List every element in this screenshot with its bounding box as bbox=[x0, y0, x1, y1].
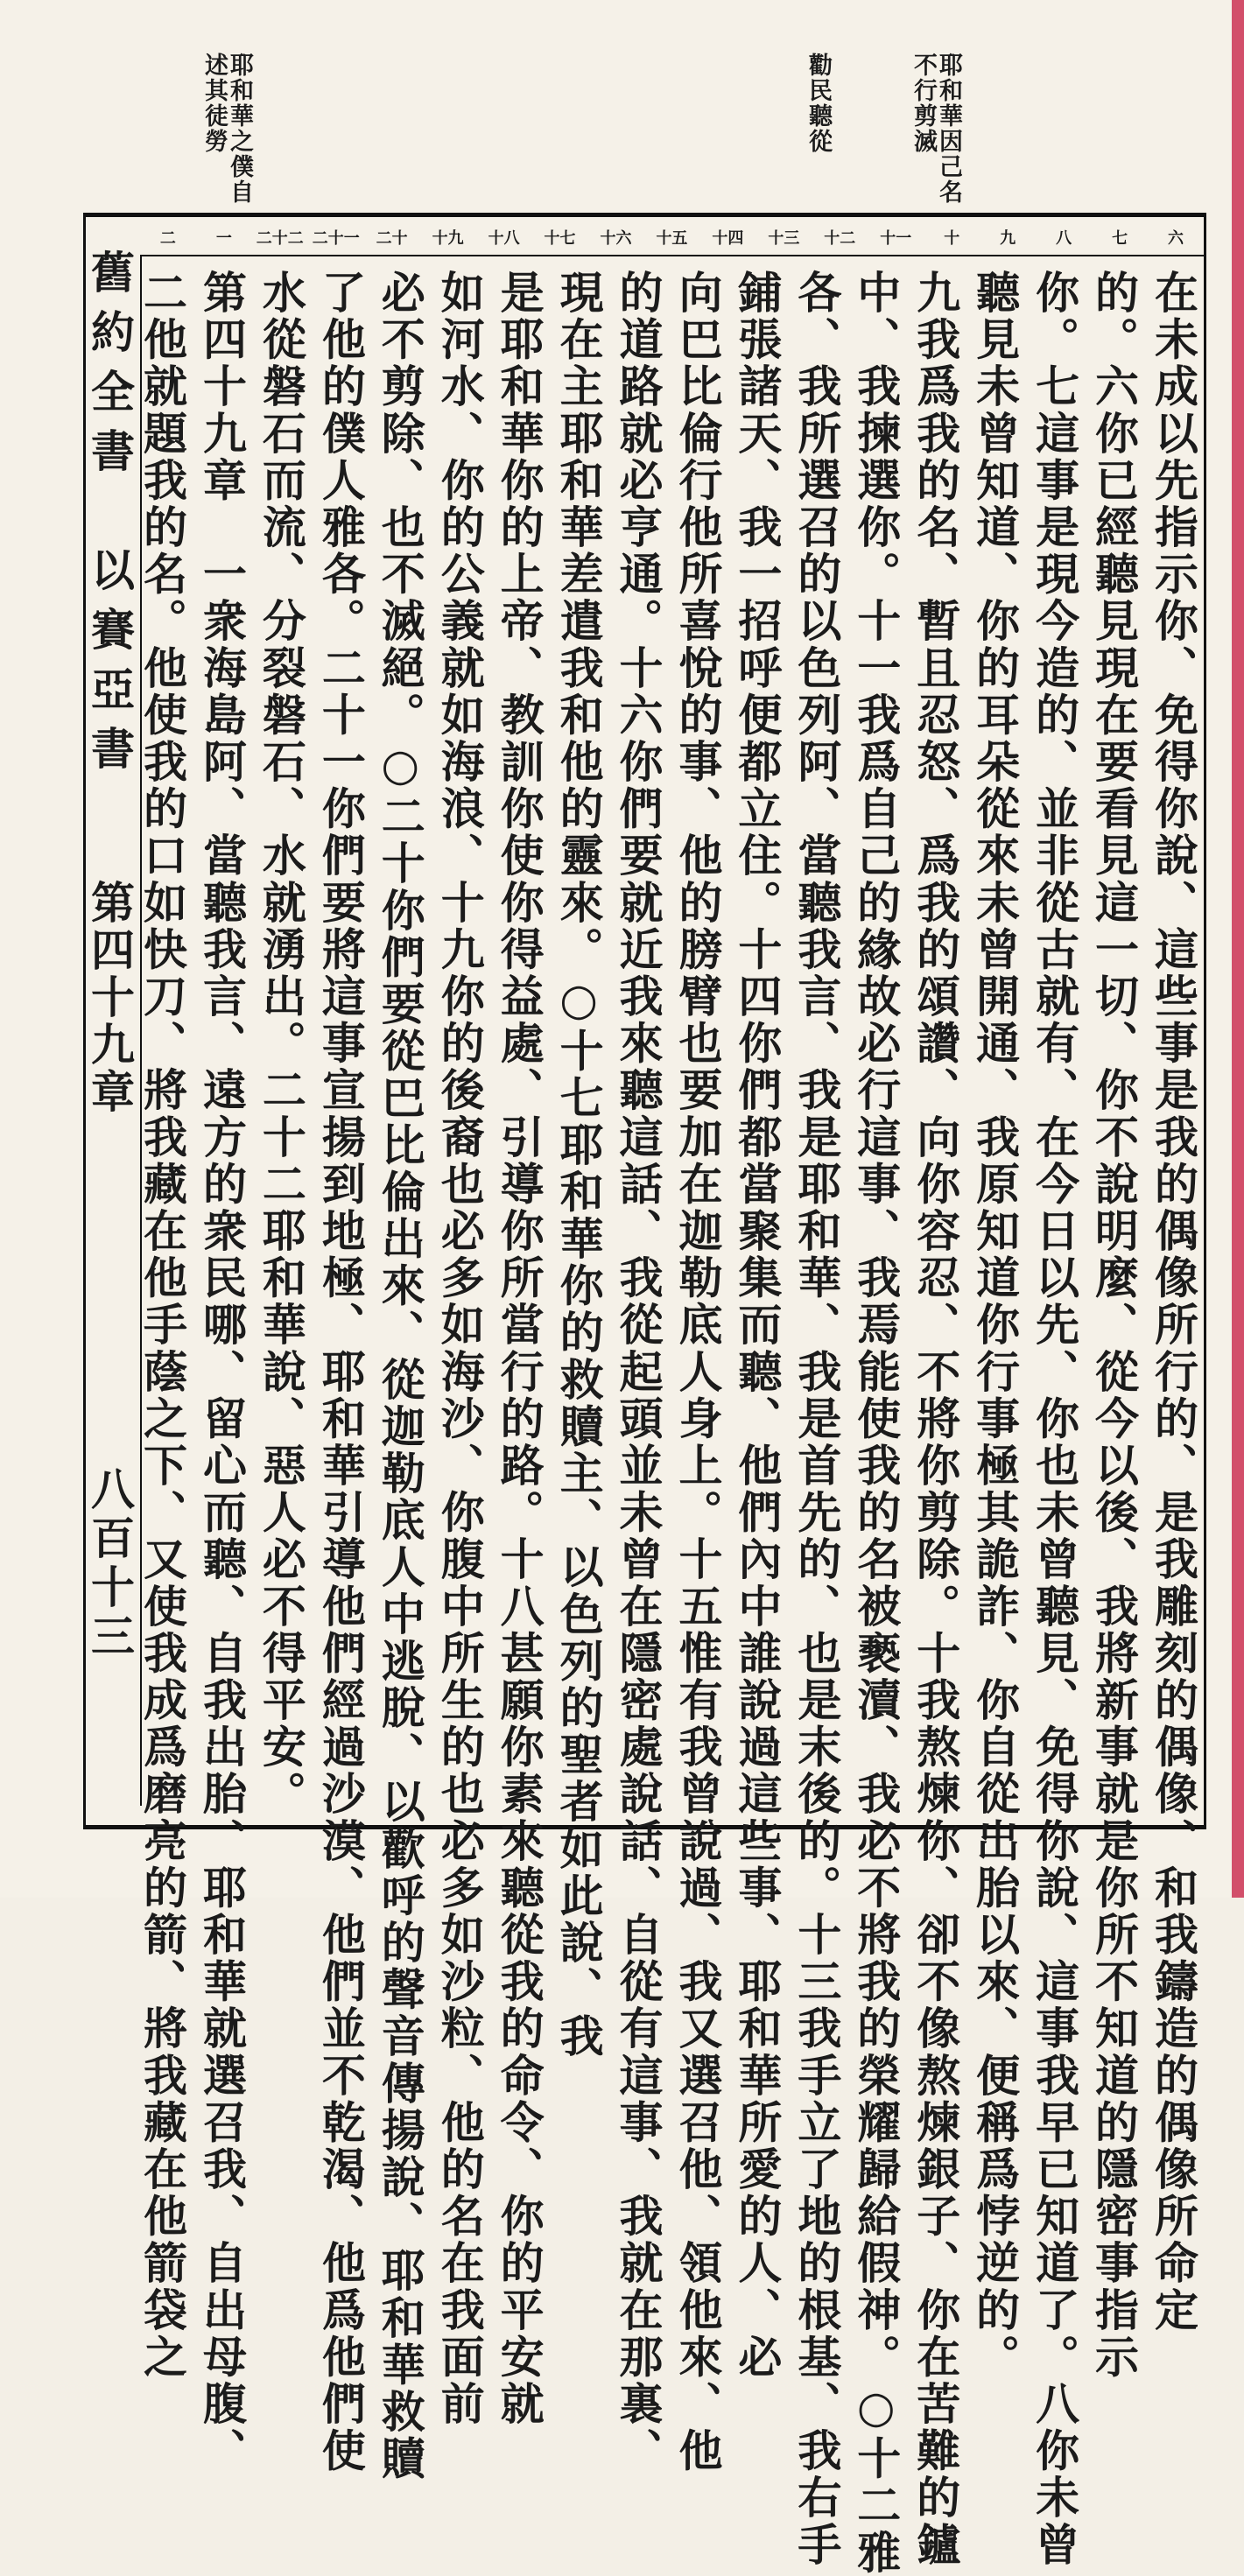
verse-number: 九 bbox=[1000, 229, 1016, 248]
verse-number: 一 bbox=[215, 229, 232, 248]
verse-number: 七 bbox=[1112, 229, 1128, 248]
text-column: 向巴比倫行他所喜悅的事、他的膀臂也要加在迦勒底人身上。十五惟有我曾說過、我又選召他、領他來、他 bbox=[671, 270, 724, 2475]
verse-number: 十三 bbox=[768, 229, 800, 248]
verse-number: 二十 bbox=[376, 229, 408, 248]
verse-number: 十四 bbox=[712, 229, 744, 248]
margin-note: 勸民聽從 bbox=[805, 53, 832, 154]
verse-number: 十九 bbox=[432, 229, 464, 248]
verse-number: 六 bbox=[1168, 229, 1184, 248]
text-frame bbox=[83, 213, 1206, 2576]
verse-number: 十 bbox=[944, 229, 960, 248]
text-column: 如河水、你的公義就如海浪、十九你的後裔也必多如海沙、你腹中所生的也必多如沙粒、他的名在我面前 bbox=[433, 270, 486, 2428]
text-column: 第四十九章 一衆海島阿、當聽我言、遠方的衆民哪、留心而聽、自我出胎、耶和華就選召我、自出母腹、 bbox=[195, 270, 248, 2475]
text-column: 中、我揀選你。十一我爲自己的緣故必行這事、我焉能使我的名被褻瀆、我必不將我的榮耀歸給假神。○十二雅 bbox=[850, 270, 903, 2576]
verse-number: 八 bbox=[1056, 229, 1072, 248]
text-column: 二他就題我的名。他使我的口如快刀、將我藏在他手蔭之下、又使我成爲磨亮的箭、將我藏在他箭袋之 bbox=[137, 270, 188, 2381]
verse-number: 十二 bbox=[824, 229, 856, 248]
text-column: 聽見未曾知道、你的耳朵從來未曾開通、我原知道你行事極其詭詐、你自從出胎以來、便稱爲悖逆的。 bbox=[969, 270, 1022, 2381]
text-column: 鋪張諸天、我一招呼便都立住。十四你們都當聚集而聽、他們內中誰說過這些事、耶和華所愛的人、必 bbox=[731, 270, 784, 2381]
text-column: 各、我所選召的以色列阿、當聽我言、我是耶和華、我是首先的、也是末後的。十三我手立了地的根基、我右手 bbox=[791, 270, 843, 2569]
text-column: 了他的僕人雅各。二十一你們要將這事宣揚到地極、耶和華引導他們經過沙漠、他們並不乾渴、他爲他們使 bbox=[314, 270, 367, 2475]
verse-number: 二 bbox=[159, 229, 176, 248]
text-column: 水從磐石而流、分裂磐石、水就湧出。二十二耶和華說、惡人必不得平安。 bbox=[255, 270, 307, 1818]
text-column: 的道路就必亨通。十六你們要就近我來聽這話、我從起頭並未曾在隱密處說話、自從有這事、我就在那裏、 bbox=[612, 270, 664, 2475]
verse-number: 二十一 bbox=[312, 229, 360, 248]
running-head-chapter: 第四十九章 bbox=[84, 880, 136, 1116]
verse-number: 十八 bbox=[488, 229, 520, 248]
text-column: 必不剪除、也不滅絕。○二十你們要從巴比倫出來、從迦勒底人中逃脫、以歡呼的聲音傳揚說、耶和華救贖 bbox=[374, 270, 426, 2483]
verse-number: 十五 bbox=[656, 229, 688, 248]
text-column: 你。七這事是現今造的、並非從古就有、在今日以先、你也未曾聽見、免得你說、這事我早已知道了。八你未曾 bbox=[1029, 270, 1081, 2569]
page-number: 八百十三 bbox=[84, 1466, 136, 1662]
text-column: 現在主耶和華差遣我和他的靈來。○十七耶和華你的救贖主、以色列的聖者如此說、我 bbox=[552, 270, 605, 2060]
text-column: 是耶和華你的上帝、教訓你使你得益處、引導你所當行的路。十八甚願你素來聽從我的命令、你的平安就 bbox=[493, 270, 545, 2428]
text-column: 在未成以先指示你、免得你說、這些事是我的偶像所行的、是我雕刻的偶像、和我鑄造的偶像所命定 bbox=[1147, 270, 1199, 2334]
verse-number: 十一 bbox=[880, 229, 912, 248]
verse-number: 十六 bbox=[600, 229, 632, 248]
verse-number: 二十二 bbox=[256, 229, 304, 248]
page-edge bbox=[1232, 0, 1244, 1898]
running-head-book: 舊約全書 以賽亞書 bbox=[84, 249, 136, 785]
margin-notes bbox=[193, 53, 962, 223]
text-column: 的。六你已經聽見現在要看見這一切、你不說明麼、從今以後、我將新事就是你所不知道的隱密事指示 bbox=[1088, 270, 1140, 2381]
text-columns bbox=[137, 270, 1199, 2576]
margin-note: 耶和華之僕自述其徒勞 bbox=[200, 53, 253, 205]
margin-note: 耶和華因己名不行剪滅 bbox=[910, 53, 962, 205]
verse-number: 十七 bbox=[544, 229, 576, 248]
text-column: 九我爲我的名、暫且忍怒、爲我的頌讚、向你容忍、不將你剪除。十我熬煉你、卻不像熬煉銀子、你在苦難的鑪 bbox=[910, 270, 962, 2569]
verse-number-strip bbox=[140, 226, 1204, 261]
